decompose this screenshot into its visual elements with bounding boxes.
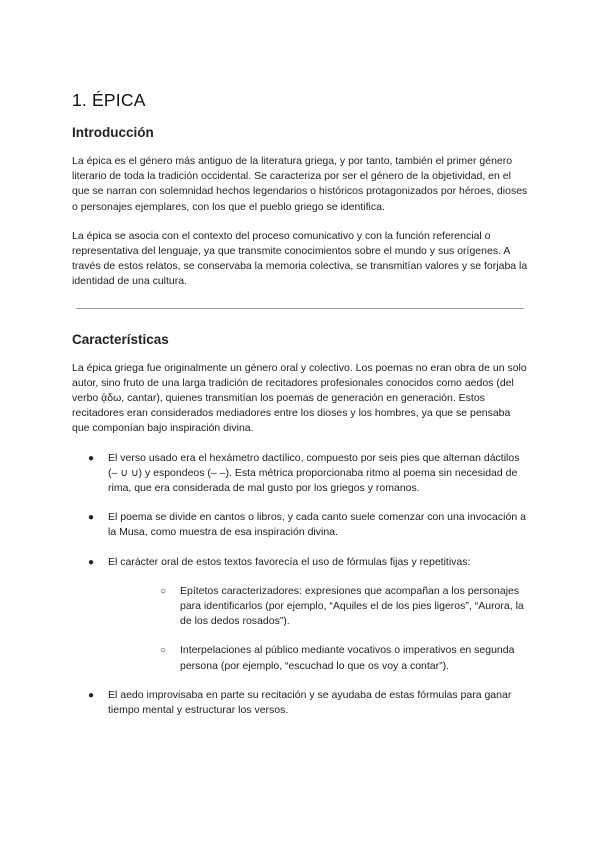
formulas-sublist bbox=[108, 584, 528, 674]
features-list bbox=[72, 451, 528, 719]
features-paragraph: La épica griega fue originalmente un género oral y colectivo. Los poemas no eran obra de un solo autor, sino fruto de una larga tradición de recitadores profesionales conocidos como aedos (del verbo ᾀδω, cantar), quienes transmitían los poemas de generación en generación. Estos recitadores eran considerados mediadores entre los dioses y los hombres, ya que se pensaba que componían bajo inspiración divina. bbox=[72, 361, 527, 435]
bullet-icon: ● bbox=[88, 556, 95, 568]
list-item-text: El carácter oral de estos textos favorecía el uso de fórmulas fijas y repetitivas: bbox=[108, 555, 471, 568]
sublist-item-text: Epítetos caracterizadores: expresiones que acompañan a los personajes para identificarlos (por ejemplo, “Aquiles el de los pies ligeros”, “Aurora, la de los dedos rosados”). bbox=[180, 584, 524, 628]
sub-bullet-icon: ○ bbox=[160, 645, 167, 657]
list-item-text: El poema se divide en cantos o libros, y cada canto suele comenzar con una invocación a la Musa, como muestra de esa inspiración divina. bbox=[108, 511, 526, 539]
sub-bullet-icon: ○ bbox=[160, 585, 167, 597]
features-heading: Características bbox=[72, 331, 169, 347]
intro-paragraph-2: La épica se asocia con el contexto del proceso comunicativo y con la función referencial o representativa del lenguaje, ya que transmite conocimientos sobre el mundo y sus orígenes. A través de estos relatos, se conservaba la memoria colectiva, se transmitían valores y se forjaba la identidad de una cultura. bbox=[72, 229, 528, 288]
document-title: 1. ÉPICA bbox=[72, 90, 146, 110]
list-item-text: El verso usado era el hexámetro dactílico, compuesto por seis pies que alternan dáctilos (– ∪ ∪) y espondeos (– –). Esta métrica proporcionaba ritmo al poema sin necesidad de rima, que era considerada de mal gusto por los griegos y romanos. bbox=[108, 451, 520, 495]
bullet-icon: ● bbox=[88, 512, 95, 524]
sublist-item-text: Interpelaciones al público mediante vocativos o imperativos en segunda persona (por ejemplo, “escuchad lo que os voy a contar”). bbox=[180, 644, 515, 672]
list-item bbox=[72, 688, 528, 718]
list-item bbox=[72, 510, 528, 540]
list-item bbox=[72, 451, 528, 497]
intro-heading: Introducción bbox=[72, 125, 154, 140]
bullet-icon: ● bbox=[88, 452, 95, 464]
intro-paragraph-1: La épica es el género más antiguo de la literatura griega, y por tanto, también el primer género literario de toda la tradición occidental. Se caracteriza por ser el género de la objetividad, en el que se narran con solemnidad hechos legendarios o históricos protagonizados por héroes, dioses o personajes ejemplares, con los que el pueblo griego se identifica. bbox=[72, 155, 528, 213]
list-item-text: El aedo improvisaba en parte su recitación y se ayudaba de estas fórmulas para ganar tiempo mental y estructurar los versos. bbox=[108, 688, 512, 717]
section-divider bbox=[76, 308, 524, 309]
sublist-item bbox=[144, 584, 528, 630]
sublist-item bbox=[144, 643, 528, 673]
bullet-icon: ● bbox=[88, 689, 95, 701]
list-item bbox=[72, 555, 528, 674]
